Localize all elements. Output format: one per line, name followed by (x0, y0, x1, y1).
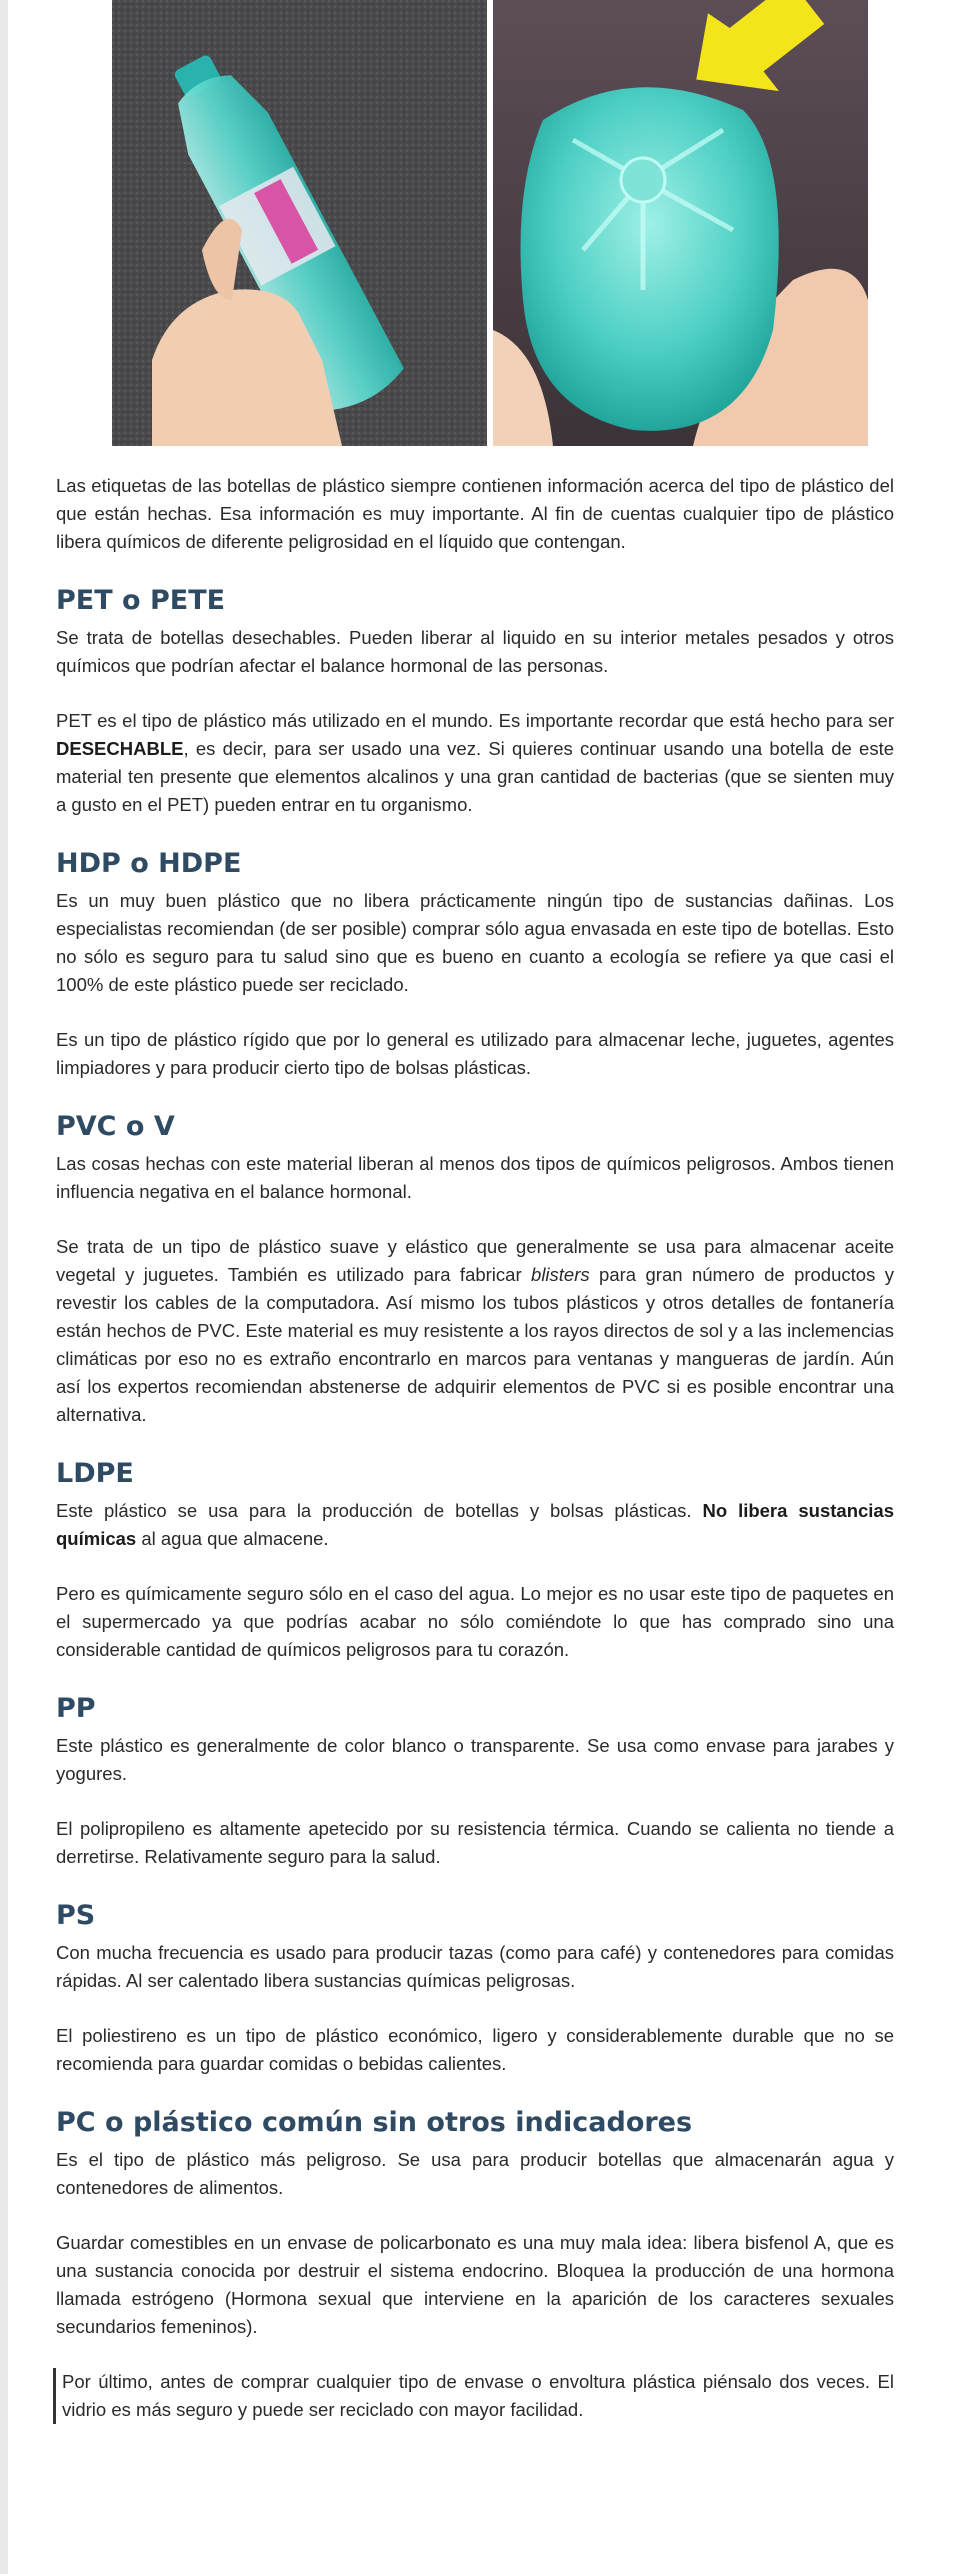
ldpe-p1-text-c: al agua que almacene. (136, 1528, 329, 1549)
heading-ldpe: LDPE (56, 1458, 134, 1489)
pet-paragraph-2 (56, 707, 894, 819)
heading-hdpe: HDP o HDPE (56, 848, 242, 879)
pet-p2-text-c: , es decir, para ser usado una vez. Si quieres continuar usando una botella de este material ten presente que elementos alcalinos y una gran cantidad de bacterias (que se sienten muy a gusto en el PET) pueden entrar en tu organismo. (56, 738, 894, 815)
heading-ps: PS (56, 1900, 96, 1931)
pc-paragraph-2: Guardar comestibles en un envase de policarbonato es una muy mala idea: libera bisfenol A, que es una sustancia conocida por destruir el sistema endocrino. Bloquea la producción de una hormona llamada estrógeno (Hormona sexual que interviene en la aparición de los caracteres sexuales secundarios femeninos). (56, 2232, 894, 2337)
pet-p2-text-a: PET es el tipo de plástico más utilizado en el mundo. Es importante recordar que está hecho para ser (56, 710, 894, 731)
article-body (56, 472, 894, 2424)
ps-paragraph-2: El poliestireno es un tipo de plástico económico, ligero y considerablemente durable que no se recomienda para guardar comidas o bebidas calientes. (56, 2025, 894, 2074)
closing-quote-text: Por último, antes de comprar cualquier tipo de envase o envoltura plástica piénsalo dos veces. El vidrio es más seguro y puede ser reciclado con mayor facilidad. (62, 2371, 894, 2420)
pp-paragraph-1: Este plástico es generalmente de color blanco o transparente. Se usa como envase para jarabes y yogures. (56, 1735, 894, 1784)
heading-pc: PC o plástico común sin otros indicadores (56, 2107, 693, 2138)
pet-p2-bold: DESECHABLE (56, 738, 184, 759)
left-edge-strip (0, 0, 8, 2574)
photo-bottle-bottom-arrow (493, 0, 868, 446)
pp-paragraph-2: El polipropileno es altamente apetecido por su resistencia térmica. Cuando se calienta no tiende a derretirse. Relativamente seguro para la salud. (56, 1818, 894, 1867)
heading-pp: PP (56, 1693, 96, 1724)
ldpe-paragraph-2: Pero es químicamente seguro sólo en el caso del agua. Lo mejor es no usar este tipo de paquetes en el supermercado ya que podrías acabar no sólo comiéndote lo que has comprado sino una considerable cantidad de químicos peligrosos para tu corazón. (56, 1583, 894, 1660)
ldpe-p1-bold: No libera sustancias químicas (56, 1500, 894, 1549)
pc-paragraph-1: Es el tipo de plástico más peligroso. Se usa para producir botellas que almacenarán agua y contenedores de alimentos. (56, 2149, 894, 2198)
pvc-p2-text-a: Se trata de un tipo de plástico suave y elástico que generalmente se usa para almacenar aceite vegetal y juguetes. También es utilizado para fabricar (56, 1236, 894, 1285)
pet-paragraph-1: Se trata de botellas desechables. Pueden liberar al liquido en su interior metales pesados y otros químicos que podrían afectar el balance hormonal de las personas. (56, 627, 894, 676)
hdpe-paragraph-1: Es un muy buen plástico que no libera prácticamente ningún tipo de sustancias dañinas. Los especialistas recomiendan (de ser posible) comprar sólo agua envasada en este tipo de botellas. Esto no sólo es seguro para tu salud sino que es bueno en cuanto a ecología se refiere ya que casi el 100% de este plástico puede ser reciclado. (56, 890, 894, 995)
hdpe-paragraph-2: Es un tipo de plástico rígido que por lo general es utilizado para almacenar leche, juguetes, agentes limpiadores y para producir cierto tipo de bolsas plásticas. (56, 1029, 894, 1078)
pvc-paragraph-1: Las cosas hechas con este material liberan al menos dos tipos de químicos peligrosos. Ambos tienen influencia negativa en el balance hormonal. (56, 1153, 894, 1202)
pvc-p2-italic: blisters (531, 1264, 590, 1285)
heading-pvc: PVC o V (56, 1111, 175, 1142)
ps-paragraph-1: Con mucha frecuencia es usado para producir tazas (como para café) y contenedores para comidas rápidas. Al ser calentado libera sustancias químicas peligrosas. (56, 1942, 894, 1991)
intro-paragraph: Las etiquetas de las botellas de plástico siempre contienen información acerca del tipo de plástico del que están hechas. Esa información es muy importante. Al fin de cuentas cualquier tipo de plástico libera químicos de diferente peligrosidad en el líquido que contengan. (56, 475, 894, 552)
heading-pet: PET o PETE (56, 585, 226, 616)
ldpe-paragraph-1 (56, 1497, 894, 1553)
pvc-paragraph-2 (56, 1233, 894, 1429)
closing-blockquote (53, 2368, 894, 2424)
photo-pair (112, 0, 868, 446)
ldpe-p1-text-a: Este plástico se usa para la producción de botellas y bolsas plásticas. (56, 1500, 703, 1521)
pvc-p2-text-c: para gran número de productos y revestir los cables de la computadora. Así mismo los tubos plásticos y otros detalles de fontanería están hechos de PVC. Este material es muy resistente a los rayos directos de sol y a las inclemencias climáticas por eso no es extraño encontrarlo en marcos para ventanas y mangueras de jardín. Aún así los expertos recomiendan abstenerse de adquirir elementos de PVC si es posible encontrar una alternativa. (56, 1264, 894, 1425)
photo-hand-holding-bottle (112, 0, 487, 446)
